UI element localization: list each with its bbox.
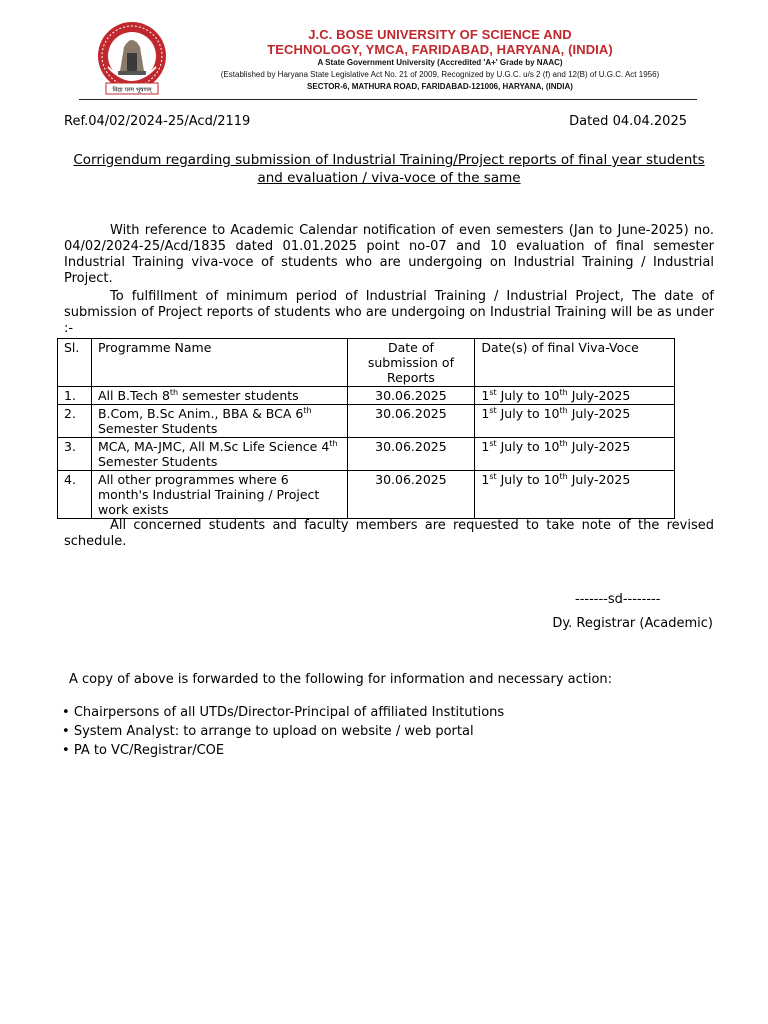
header-divider [79, 99, 697, 100]
row-submission: 30.06.2025 [347, 387, 475, 405]
document-date: Dated 04.04.2025 [569, 114, 687, 129]
logo-motto: विद्या परम भूषणम् [112, 86, 152, 94]
row-submission: 30.06.2025 [347, 471, 475, 519]
row-viva: 1st July to 10th July-2025 [475, 438, 675, 471]
table-row [58, 405, 675, 438]
table-row [58, 387, 675, 405]
row-sl: 1. [58, 387, 92, 405]
signature-designation: Dy. Registrar (Academic) [552, 616, 713, 631]
university-name-line2: TECHNOLOGY, YMCA, FARIDABAD, HARYANA, (INDIA) [267, 42, 613, 57]
row-viva: 1st July to 10th July-2025 [475, 387, 675, 405]
subject-line-1: Corrigendum regarding submission of Industrial Training/Project reports of final year students [73, 152, 705, 168]
subject-line-2: and evaluation / viva-voce of the same [257, 170, 521, 186]
header-viva: Date(s) of final Viva-Voce [475, 339, 675, 387]
reference-number: Ref.04/02/2024-25/Acd/2119 [64, 114, 251, 129]
forward-list [62, 703, 504, 760]
row-viva: 1st July to 10th July-2025 [475, 405, 675, 438]
university-established: (Established by Haryana State Legislative Act No. 21 of 2009, Recognized by U.G.C. u/s 2 (f) and 12(B) of U.G.C. Act 1956) [220, 70, 660, 79]
paragraph-reference: With reference to Academic Calendar notification of even semesters (Jan to June-2025) no. 04/02/2024-25/Acd/1835 dated 01.01.2025 point no-07 and 10 evaluation of final semester Industrial Training viva-voce of students who are undergoing on Industrial Training / Industrial Project. [64, 223, 714, 286]
row-sl: 2. [58, 405, 92, 438]
forward-intro: A copy of above is forwarded to the following for information and necessary action: [69, 672, 613, 687]
table-row [58, 438, 675, 471]
row-viva: 1st July to 10th July-2025 [475, 471, 675, 519]
paragraph-fulfillment: To fulfillment of minimum period of Industrial Training / Industrial Project, The date of submission of Project reports of students who are undergoing on Industrial Training will be as under :- [64, 289, 714, 336]
row-submission: 30.06.2025 [347, 405, 475, 438]
row-submission: 30.06.2025 [347, 438, 475, 471]
list-item: • PA to VC/Registrar/COE [62, 741, 504, 760]
university-logo [80, 19, 184, 97]
row-programme: MCA, MA-JMC, All M.Sc Life Science 4th Semester Students [91, 438, 347, 471]
university-status: A State Government University (Accredited 'A+' Grade by NAAC) [317, 58, 563, 67]
row-programme: B.Com, B.Sc Anim., BBA & BCA 6th Semester Students [91, 405, 347, 438]
table-header-row [58, 339, 675, 387]
header-programme: Programme Name [91, 339, 347, 387]
row-sl: 3. [58, 438, 92, 471]
table-row [58, 471, 675, 519]
row-programme: All other programmes where 6 month's Industrial Training / Project work exists [91, 471, 347, 519]
header-submission: Date of submission of Reports [347, 339, 475, 387]
header-sl: Sl. [58, 339, 92, 387]
row-programme: All B.Tech 8th semester students [91, 387, 347, 405]
row-sl: 4. [58, 471, 92, 519]
list-item: • Chairpersons of all UTDs/Director-Principal of affiliated Institutions [62, 703, 504, 722]
paragraph-note: All concerned students and faculty members are requested to take note of the revised schedule. [64, 518, 714, 549]
university-name-line1: J.C. BOSE UNIVERSITY OF SCIENCE AND [308, 27, 572, 42]
subject-heading [58, 151, 720, 187]
schedule-table [57, 338, 675, 519]
list-item: • System Analyst: to arrange to upload on website / web portal [62, 722, 504, 741]
university-address: SECTOR-6, MATHURA ROAD, FARIDABAD-121006, HARYANA, (INDIA) [307, 82, 573, 91]
signature-sd: -------sd-------- [575, 592, 661, 607]
